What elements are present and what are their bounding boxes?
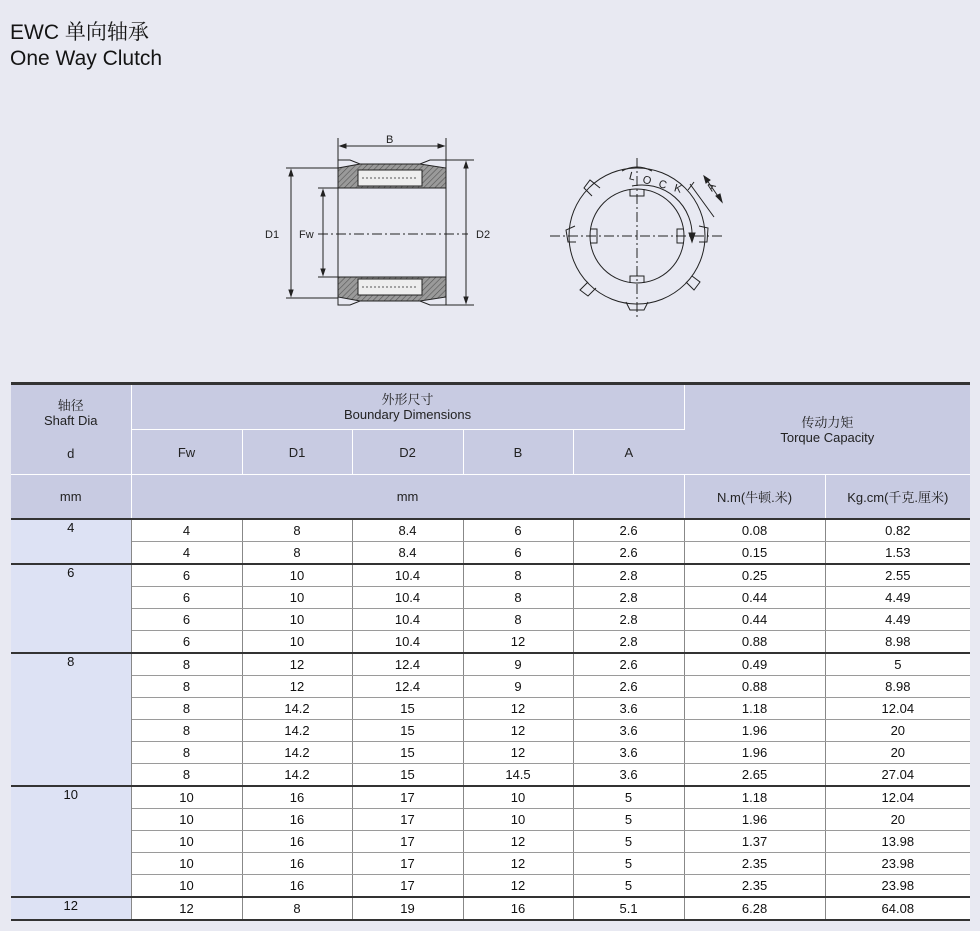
table-cell: 14.2	[242, 742, 352, 764]
table-cell: 17	[352, 853, 463, 875]
shaft-dia-cell: 8	[11, 653, 131, 786]
label-b: B	[386, 134, 394, 146]
table-cell: 8	[242, 519, 352, 542]
table-row	[11, 676, 970, 698]
table-cell: 8	[463, 587, 573, 609]
table-cell: 12	[463, 875, 573, 898]
spec-table	[11, 382, 970, 921]
table-cell: 8	[242, 542, 352, 565]
table-cell: 20	[825, 742, 970, 764]
table-row	[11, 764, 970, 787]
technical-drawings	[0, 130, 980, 330]
table-cell: 0.88	[684, 676, 825, 698]
table-cell: 6	[131, 631, 242, 654]
table-row	[11, 698, 970, 720]
table-cell: 17	[352, 831, 463, 853]
col-a: A	[573, 430, 684, 475]
table-cell: 2.6	[573, 519, 684, 542]
table-cell: 14.2	[242, 698, 352, 720]
table-cell: 3.6	[573, 698, 684, 720]
label-fw: Fw	[299, 229, 314, 241]
table-cell: 0.15	[684, 542, 825, 565]
shaft-unit: mm	[11, 475, 131, 520]
boundary-header	[131, 384, 684, 430]
table-cell: 1.53	[825, 542, 970, 565]
table-cell: 2.6	[573, 542, 684, 565]
table-cell: 12.04	[825, 698, 970, 720]
table-cell: 14.2	[242, 764, 352, 787]
table-cell: 16	[242, 853, 352, 875]
table-cell: 2.8	[573, 564, 684, 587]
table-cell: 5.1	[573, 897, 684, 920]
table-cell: 2.6	[573, 676, 684, 698]
table-cell: 15	[352, 764, 463, 787]
table-row	[11, 809, 970, 831]
table-row	[11, 519, 970, 542]
table-cell: 5	[573, 875, 684, 898]
table-cell: 8	[131, 698, 242, 720]
label-a: A	[704, 180, 719, 194]
table-cell: 19	[352, 897, 463, 920]
table-cell: 4.49	[825, 609, 970, 631]
table-cell: 5	[573, 831, 684, 853]
table-cell: 8	[242, 897, 352, 920]
table-cell: 4	[131, 519, 242, 542]
table-row	[11, 587, 970, 609]
table-cell: 12	[242, 653, 352, 676]
boundary-cn: 外形尺寸	[381, 392, 434, 407]
shaft-header	[11, 384, 131, 475]
shaft-dia-cell: 6	[11, 564, 131, 653]
table-cell: 5	[825, 653, 970, 676]
shaft-sym: d	[67, 446, 75, 461]
table-cell: 15	[352, 698, 463, 720]
table-cell: 12	[242, 676, 352, 698]
table-cell: 0.88	[684, 631, 825, 654]
shaft-cn: 轴径	[57, 398, 84, 413]
table-cell: 8	[131, 720, 242, 742]
shaft-dia-cell: 10	[11, 786, 131, 897]
table-cell: 10	[463, 786, 573, 809]
table-cell: 12.04	[825, 786, 970, 809]
table-cell: 1.18	[684, 698, 825, 720]
table-cell: 10	[242, 587, 352, 609]
torque-header	[684, 384, 970, 475]
table-cell: 0.82	[825, 519, 970, 542]
table-cell: 10	[131, 853, 242, 875]
table-cell: 12	[463, 698, 573, 720]
table-cell: 0.08	[684, 519, 825, 542]
clutch-drawing-svg	[0, 130, 980, 330]
title-en: One Way Clutch	[10, 47, 163, 70]
boundary-unit: mm	[131, 475, 684, 520]
boundary-en: Boundary Dimensions	[343, 407, 472, 422]
table-cell: 3.6	[573, 742, 684, 764]
table-cell: 2.6	[573, 653, 684, 676]
table-cell: 8	[131, 653, 242, 676]
kg-unit: Kg.cm(千克.厘米)	[825, 475, 970, 520]
torque-en: Torque Capacity	[780, 429, 875, 445]
table-cell: 20	[825, 720, 970, 742]
spec-table-body	[11, 519, 970, 920]
table-cell: 10	[131, 875, 242, 898]
nm-unit: N.m(牛顿.米)	[684, 475, 825, 520]
table-row	[11, 542, 970, 565]
table-row	[11, 831, 970, 853]
table-cell: 64.08	[825, 897, 970, 920]
table-cell: 16	[242, 809, 352, 831]
table-cell: 6	[131, 587, 242, 609]
table-cell: 8.4	[352, 519, 463, 542]
table-cell: 4	[131, 542, 242, 565]
table-cell: 1.37	[684, 831, 825, 853]
table-cell: 10	[131, 831, 242, 853]
table-cell: 2.8	[573, 587, 684, 609]
table-cell: 10.4	[352, 587, 463, 609]
table-cell: 3.6	[573, 720, 684, 742]
table-cell: 14.2	[242, 720, 352, 742]
table-row	[11, 653, 970, 676]
table-cell: 8	[463, 564, 573, 587]
table-cell: 14.5	[463, 764, 573, 787]
table-cell: 16	[242, 831, 352, 853]
col-d2: D2	[352, 430, 463, 475]
table-cell: 12	[131, 897, 242, 920]
table-cell: 8	[131, 742, 242, 764]
col-d1: D1	[242, 430, 352, 475]
shaft-dia-cell: 12	[11, 897, 131, 920]
table-cell: 27.04	[825, 764, 970, 787]
table-cell: 6	[131, 609, 242, 631]
table-cell: 0.44	[684, 609, 825, 631]
table-row	[11, 897, 970, 920]
table-cell: 9	[463, 653, 573, 676]
table-cell: 20	[825, 809, 970, 831]
title-cn: EWC 单向轴承	[10, 21, 149, 44]
table-cell: 8	[131, 764, 242, 787]
table-cell: 9	[463, 676, 573, 698]
table-cell: 2.8	[573, 609, 684, 631]
table-cell: 6	[463, 542, 573, 565]
table-row	[11, 853, 970, 875]
table-cell: 13.98	[825, 831, 970, 853]
table-cell: 6	[463, 519, 573, 542]
table-cell: 3.6	[573, 764, 684, 787]
table-cell: 2.8	[573, 631, 684, 654]
table-cell: 23.98	[825, 875, 970, 898]
table-cell: 16	[242, 875, 352, 898]
table-cell: 0.49	[684, 653, 825, 676]
table-cell: 8	[131, 676, 242, 698]
table-cell: 10	[242, 609, 352, 631]
table-row	[11, 786, 970, 809]
table-row	[11, 631, 970, 654]
table-cell: 2.35	[684, 875, 825, 898]
table-cell: 1.96	[684, 720, 825, 742]
table-cell: 6	[131, 564, 242, 587]
table-cell: 10	[242, 564, 352, 587]
label-d1: D1	[265, 229, 280, 241]
table-row	[11, 720, 970, 742]
table-cell: 17	[352, 875, 463, 898]
label-lock: LOCK	[627, 170, 691, 198]
table-cell: 1.96	[684, 742, 825, 764]
table-cell: 5	[573, 809, 684, 831]
table-cell: 23.98	[825, 853, 970, 875]
table-cell: 15	[352, 742, 463, 764]
table-cell: 8.4	[352, 542, 463, 565]
side-view	[286, 138, 474, 305]
table-cell: 16	[463, 897, 573, 920]
table-cell: 10.4	[352, 631, 463, 654]
table-cell: 6.28	[684, 897, 825, 920]
table-cell: 10.4	[352, 609, 463, 631]
table-cell: 1.96	[684, 809, 825, 831]
table-cell: 17	[352, 786, 463, 809]
table-row	[11, 742, 970, 764]
col-fw: Fw	[131, 430, 242, 475]
table-cell: 16	[242, 786, 352, 809]
table-row	[11, 564, 970, 587]
table-cell: 4.49	[825, 587, 970, 609]
shaft-en: Shaft Dia	[44, 413, 98, 428]
table-cell: 8	[463, 609, 573, 631]
table-cell: 2.65	[684, 764, 825, 787]
table-cell: 12	[463, 720, 573, 742]
table-cell: 12	[463, 742, 573, 764]
table-cell: 15	[352, 720, 463, 742]
table-cell: 5	[573, 853, 684, 875]
table-cell: 12	[463, 831, 573, 853]
table-cell: 5	[573, 786, 684, 809]
table-cell: 12	[463, 853, 573, 875]
table-cell: 10.4	[352, 564, 463, 587]
page-title	[10, 20, 162, 72]
table-cell: 17	[352, 809, 463, 831]
table-cell: 10	[131, 809, 242, 831]
table-cell: 10	[463, 809, 573, 831]
table-cell: 2.55	[825, 564, 970, 587]
table-row	[11, 875, 970, 898]
table-cell: 10	[131, 786, 242, 809]
torque-cn: 传动力矩	[801, 414, 854, 430]
table-cell: 10	[242, 631, 352, 654]
table-row	[11, 609, 970, 631]
table-cell: 1.18	[684, 786, 825, 809]
shaft-dia-cell: 4	[11, 519, 131, 564]
table-cell: 8.98	[825, 676, 970, 698]
table-cell: 12	[463, 631, 573, 654]
table-cell: 0.25	[684, 564, 825, 587]
table-cell: 12.4	[352, 653, 463, 676]
label-d2: D2	[476, 229, 491, 241]
col-b: B	[463, 430, 573, 475]
table-cell: 0.44	[684, 587, 825, 609]
table-cell: 2.35	[684, 853, 825, 875]
table-cell: 12.4	[352, 676, 463, 698]
table-cell: 8.98	[825, 631, 970, 654]
